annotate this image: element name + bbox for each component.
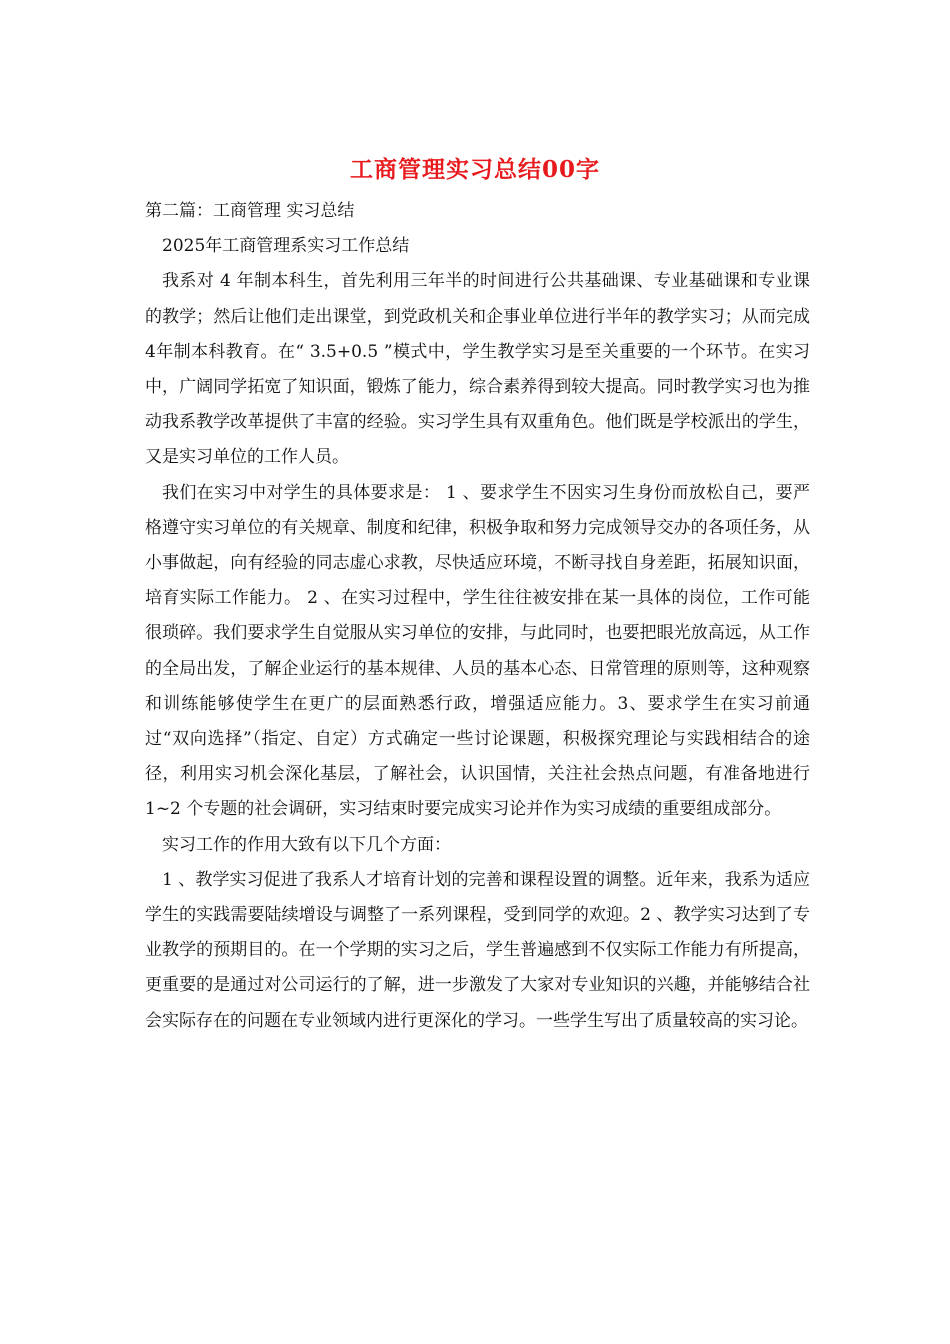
document-body [145,194,810,1039]
paragraph: 我们在实习中对学生的具体要求是： 1 、要求学生不因实习生身份而放松自己，要严格遵守实习单位的有关规章、制度和纪律，积极争取和努力完成领导交办的各项任务，从小事做起，向有经验的同志虚心求教，尽快适应环境，不断寻找自身差距，拓展知识面，培育实际工作能力。 2 、在实习过程中，学生往往被安排在某一具体的岗位，工作可能很琐碎。我们要求学生自觉服从实习单位的安排，与此同时，也要把眼光放高远，从工作的全局出发，了解企业运行的基本规律、人员的基本心态、日常管理的原则等，这种观察和训练能够使学生在更广的层面熟悉行政，增强适应能力。3、要求学生在实习前通过“双向选择”（指定、自定）方式确定一些讨论课题，积极探究理论与实践相结合的途径，利用实习机会深化基层，了解社会，认识国情，关注社会热点问题，有准备地进行 1~2 个专题的社会调研，实习结束时要完成实习论并作为实习成绩的重要组成部分。 [145,482,810,820]
paragraph: 实习工作的作用大致有以下几个方面： [162,834,451,855]
section-subtitle: 第二篇：工商管理 实习总结 [145,201,355,221]
paragraph: 我系对 4 年制本科生，首先利用三年半的时间进行公共基础课、专业基础课和专业课的教学；然后让他们走出课堂，到党政机关和企事业单位进行半年的教学实习；从而完成4年制本科教育。在“ 3.5+0.5 ”模式中，学生教学实习是至关重要的一个环节。在实习中，广阔同学拓宽了知识面，锻炼了能力，综合素养得到较大提高。同时教学实习也为推动我系教学改革提供了丰富的经验。实习学生具有双重角色。他们既是学校派出的学生，又是实习单位的工作人员。 [145,271,810,468]
paragraph-heading: 2025年工商管理系实习工作总结 [162,236,410,257]
document-title: 工商管理实习总结00字 [349,156,600,183]
paragraph: 1 、教学实习促进了我系人才培育计划的完善和课程设置的调整。近年来，我系为适应学生的实践需要陆续增设与调整了一系列课程，受到同学的欢迎。2 、教学实习达到了专业教学的预期目的。在一个学期的实习之后，学生普遍感到不仅实际工作能力有所提高，更重要的是通过对公司运行的了解，进一步激发了大家对专业知识的兴趣，并能够结合社会实际存在的问题在专业领域内进行更深化的学习。一些学生写出了质量较高的实习论。 [145,869,810,1031]
